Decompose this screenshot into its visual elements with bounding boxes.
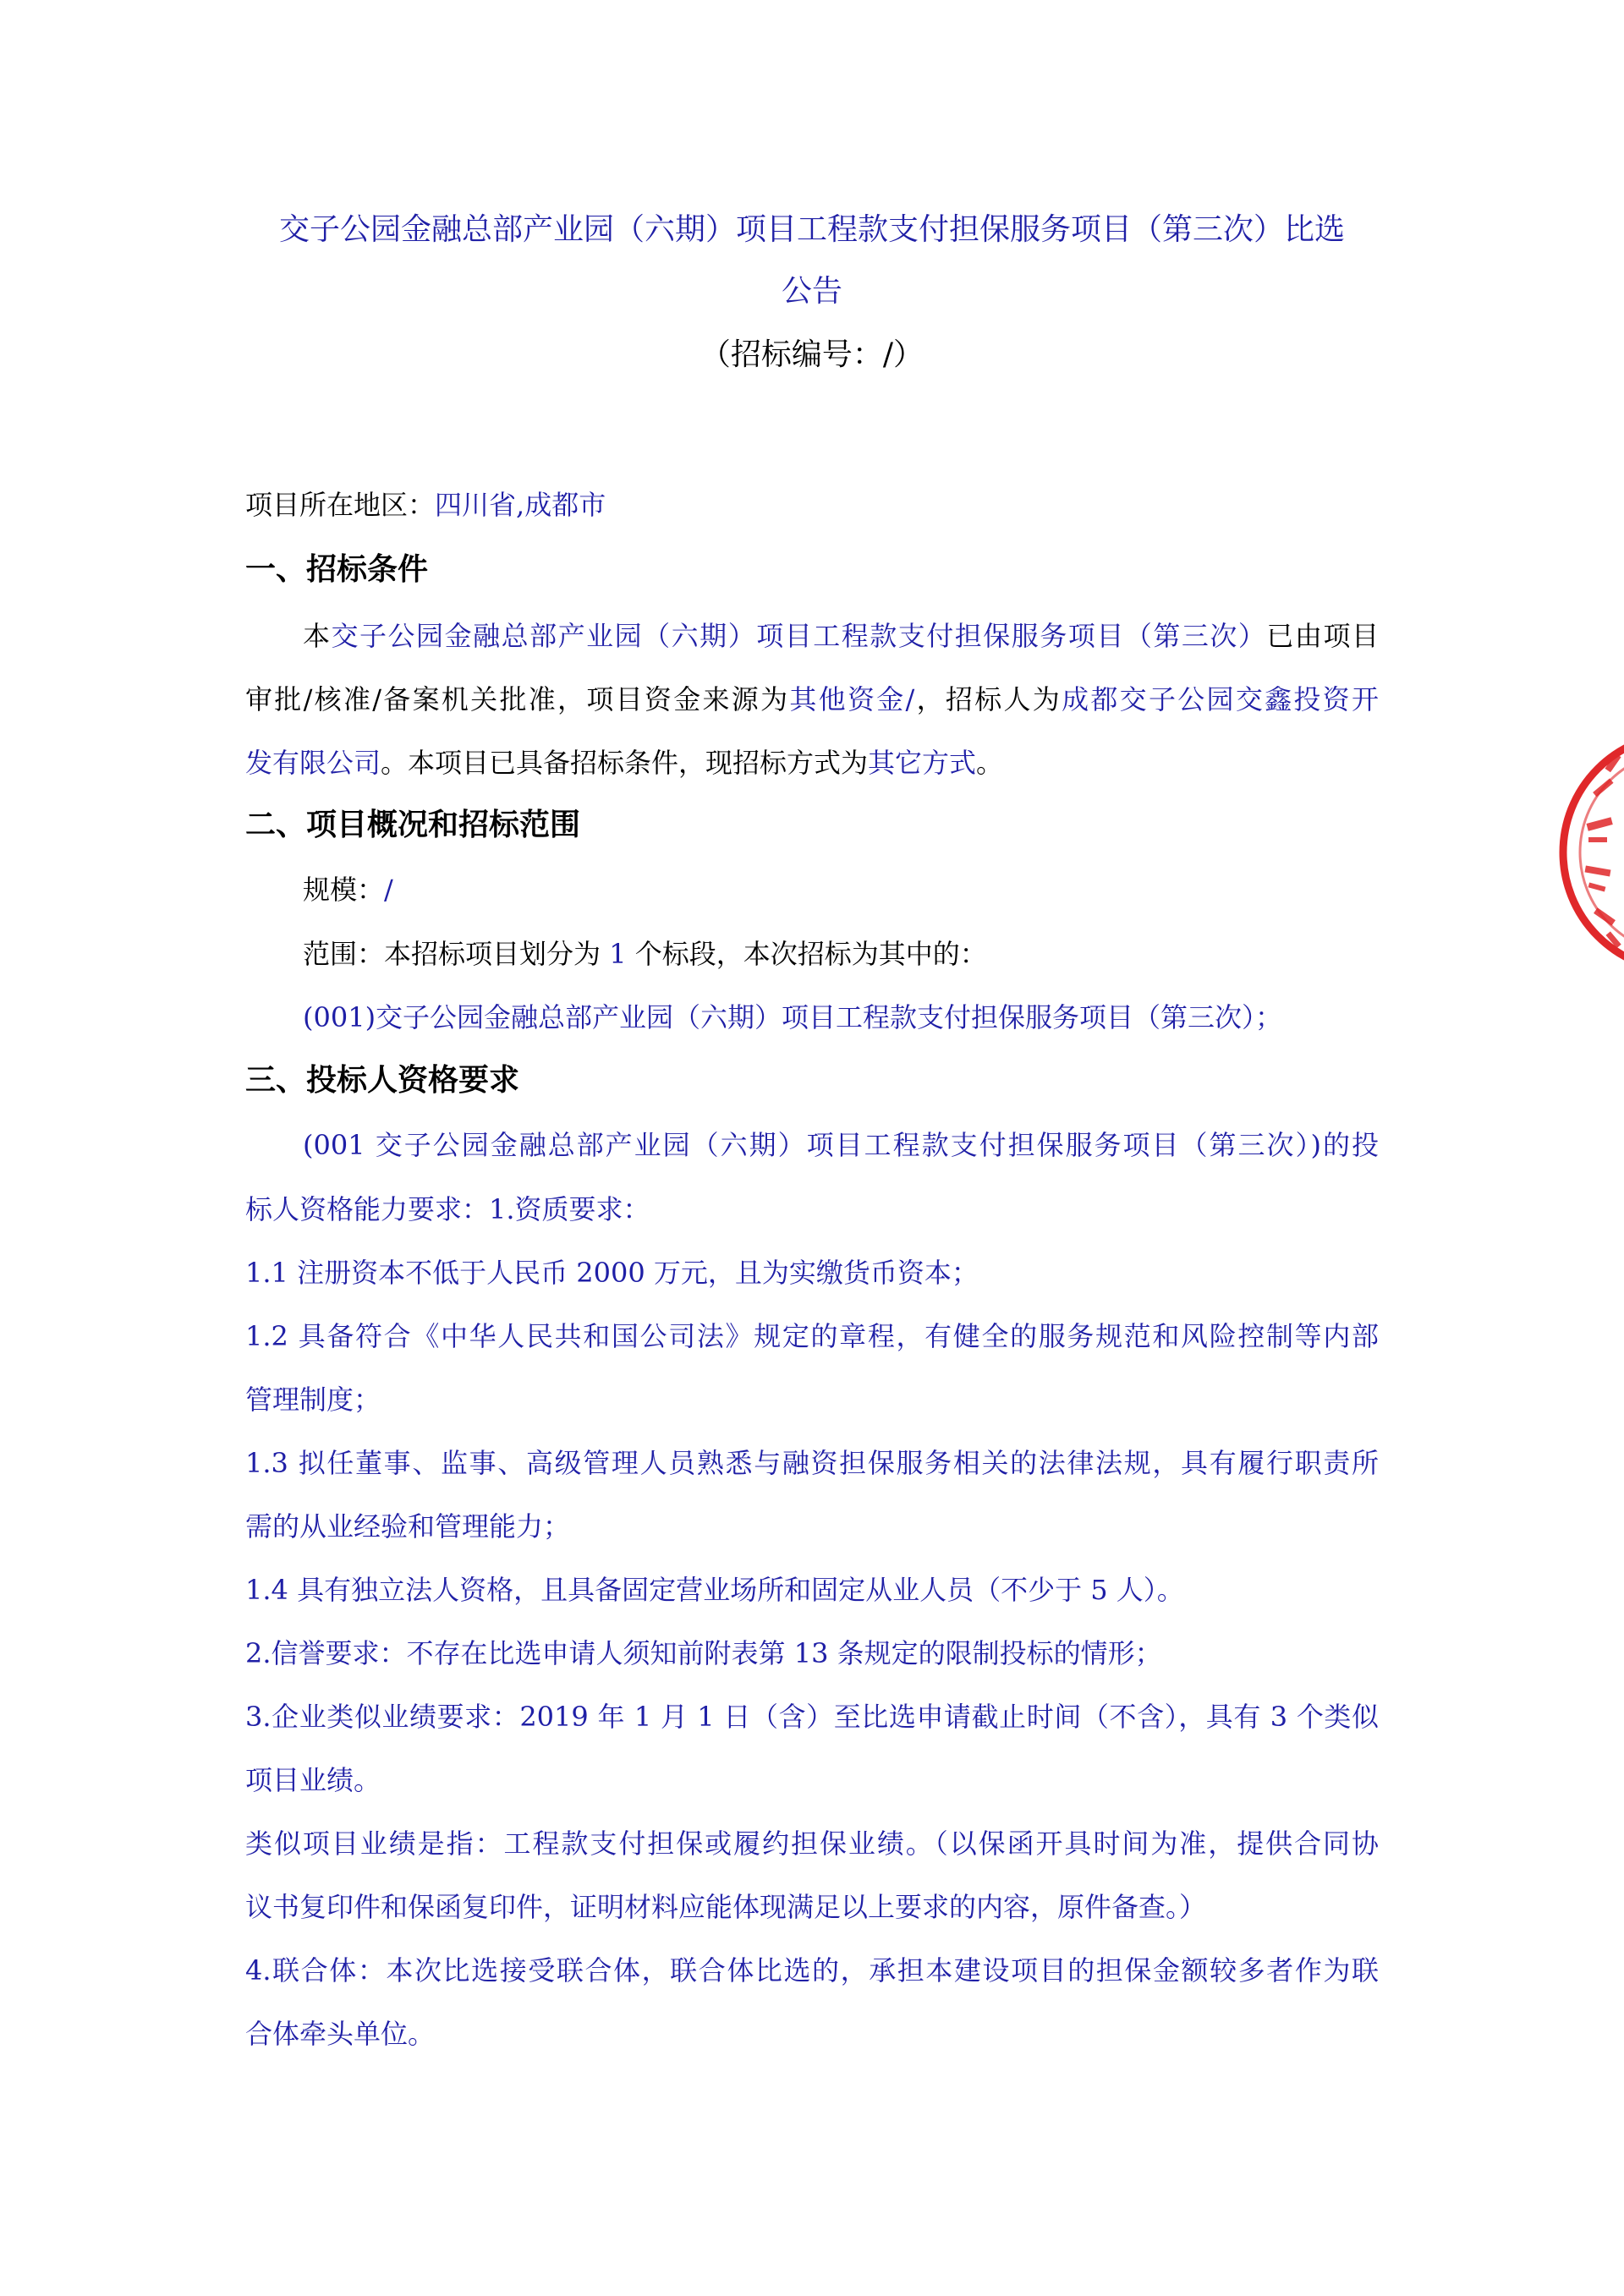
requirement-1-2-line-2: 管理制度；	[245, 1384, 381, 1416]
scale-line	[303, 873, 393, 907]
tenderer-name-part-2: 发有限公司	[245, 747, 381, 779]
tender-method: 其它方式	[868, 747, 977, 779]
announcement-title-line-2: 公告	[781, 274, 842, 309]
tenderer-name-part-1: 成都交子公园交鑫投资开	[1062, 683, 1379, 715]
red-seal-stamp	[1555, 726, 1624, 979]
seal-outer-ring	[1563, 734, 1624, 971]
requirement-3-line-1: 3.企业类似业绩要求：2019 年 1 月 1 日（含）至比选申请截止时间（不含），具有 3 个类似	[245, 1701, 1379, 1733]
section-2-heading: 二、项目概况和招标范围	[245, 807, 581, 842]
requirement-1-4: 1.4 具有独立法人资格，且具备固定营业场所和固定从业人员（不少于 5 人）。	[245, 1574, 1184, 1606]
section-1-para-line-2	[245, 682, 1379, 716]
qualification-intro-line-2: 标人资格能力要求：1.资质要求：	[245, 1193, 650, 1225]
scale-label: 规模：	[303, 874, 385, 906]
project-region-label: 项目所在地区：	[245, 489, 436, 521]
range-line	[303, 937, 987, 971]
section-1-text-c: 已由项目	[1266, 620, 1379, 652]
project-region-value: 四川省,成都市	[435, 489, 606, 521]
section-1-text-a: 本	[303, 620, 332, 652]
requirement-2-credit: 2.信誉要求：不存在比选申请人须知前附表第 13 条规定的限制投标的情形；	[245, 1637, 1162, 1669]
section-1-text-f: 。本项目已具备招标条件，现招标方式为	[381, 747, 869, 779]
lot-count: 1	[609, 938, 627, 970]
section-1-text-g: 。	[976, 747, 1004, 779]
range-text-c: 个标段，本次招标为其中的：	[634, 938, 987, 970]
announcement-title-line-1: 交子公园金融总部产业园（六期）项目工程款支付担保服务项目（第三次）比选	[278, 212, 1345, 247]
requirement-1-3-line-1: 1.3 拟任董事、监事、高级管理人员熟悉与融资担保服务相关的法律法规，具有履行职责所	[245, 1447, 1379, 1479]
lot-item: (001)交子公园金融总部产业园（六期）项目工程款支付担保服务项目（第三次）；	[303, 1001, 1283, 1033]
section-1-para-line-3	[245, 746, 1003, 780]
requirement-1-1: 1.1 注册资本不低于人民币 2000 万元，且为实缴货币资本；	[245, 1257, 979, 1289]
project-region	[245, 488, 606, 522]
requirement-3-line-2: 项目业绩。	[245, 1764, 381, 1796]
similar-performance-line-2: 议书复印件和保函复印件，证明材料应能体现满足以上要求的内容，原件备查。）	[245, 1891, 1207, 1923]
tender-code: （招标编号：/）	[700, 337, 924, 372]
funding-source: 其他资金/	[789, 683, 915, 715]
requirement-1-2-line-1: 1.2 具备符合《中华人民共和国公司法》规定的章程，有健全的服务规范和风险控制等内部	[245, 1320, 1379, 1352]
section-1-para-line-1	[303, 619, 1379, 653]
requirement-1-3-line-2: 需的从业经验和管理能力；	[245, 1510, 571, 1543]
range-text-a: 范围：本招标项目划分为	[303, 938, 601, 970]
scale-value: /	[384, 874, 393, 906]
requirement-4-line-1: 4.联合体：本次比选接受联合体，联合体比选的，承担本建设项目的担保金额较多者作为联	[245, 1954, 1379, 1986]
section-1-heading: 一、招标条件	[245, 551, 429, 587]
section-1-text-d: 审批/核准/备案机关批准，项目资金来源为	[245, 683, 790, 715]
section-1-project-name: 交子公园金融总部产业园（六期）项目工程款支付担保服务项目（第三次）	[331, 620, 1267, 652]
qualification-intro-line-1: (001 交子公园金融总部产业园（六期）项目工程款支付担保服务项目（第三次）)的投	[303, 1129, 1379, 1161]
requirement-4-line-2: 合体牵头单位。	[245, 2018, 436, 2050]
section-3-heading: 三、投标人资格要求	[245, 1062, 520, 1098]
similar-performance-line-1: 类似项目业绩是指：工程款支付担保或履约担保业绩。（以保函开具时间为准，提供合同协	[245, 1827, 1379, 1860]
section-1-text-e: ，招标人为	[914, 683, 1062, 715]
